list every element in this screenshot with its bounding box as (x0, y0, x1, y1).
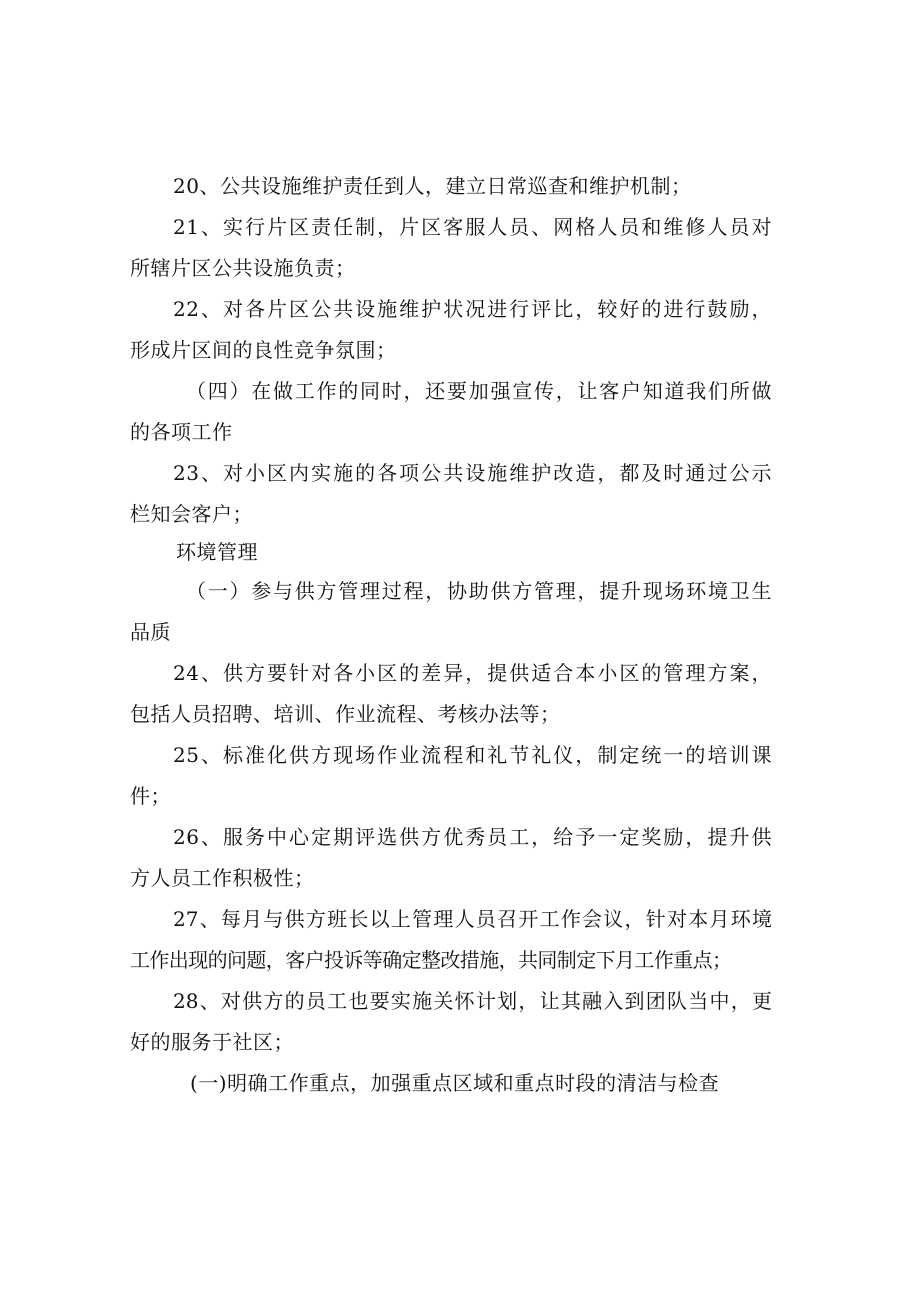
section-four-heading-line-2: 的各项工作 (130, 420, 233, 444)
section-four-heading-line-1: （四）在做工作的同时，还要加强宣传，让客户知道我们所做 (186, 379, 772, 403)
paragraph-26-line-2: 方人员工作积极性； (130, 866, 315, 890)
paragraph-20-line-1: 20、公共设施维护责任到人，建立日常巡查和维护机制； (173, 174, 692, 198)
paragraph-28-line-2: 好的服务于社区； (130, 1030, 294, 1054)
paragraph-21-line-2: 所辖片区公共设施负责； (130, 256, 356, 280)
section-one-heading-line-2: 品质 (130, 620, 171, 644)
paragraph-25-line-1: 25、标准化供方现场作业流程和礼节礼仪，制定统一的培训课 (173, 743, 772, 767)
section-one-heading-line-1: （一）参与供方管理过程，协助供方管理，提升现场环境卫生 (186, 579, 772, 603)
paragraph-24-line-2: 包括人员招聘、培训、作业流程、考核办法等； (130, 702, 561, 726)
paragraph-23-line-1: 23、对小区内实施的各项公共设施维护改造，都及时通过公示 (173, 461, 772, 485)
paragraph-27-line-2: 工作出现的问题，客户投诉等确定整改措施，共同制定下月工作重点； (130, 948, 732, 972)
paragraph-21-line-1: 21、实行片区责任制，片区客服人员、网格人员和维修人员对 (173, 215, 772, 239)
section-one-b-heading: (一)明确工作重点，加强重点区域和重点时段的清洁与检查 (190, 1071, 720, 1095)
paragraph-25-line-2: 件； (130, 784, 171, 808)
paragraph-22-line-2: 形成片区间的良性竞争氛围； (130, 338, 397, 362)
environment-management-heading: 环境管理 (176, 540, 258, 564)
paragraph-26-line-1: 26、服务中心定期评选供方优秀员工，给予一定奖励，提升供 (173, 825, 772, 849)
paragraph-28-line-1: 28、对供方的员工也要实施关怀计划，让其融入到团队当中，更 (173, 989, 772, 1013)
paragraph-23-line-2: 栏知会客户； (130, 502, 253, 526)
paragraph-24-line-1: 24、供方要针对各小区的差异，提供适合本小区的管理方案， (173, 661, 772, 685)
paragraph-22-line-1: 22、对各片区公共设施维护状况进行评比，较好的进行鼓励， (173, 297, 772, 321)
paragraph-27-line-1: 27、每月与供方班长以上管理人员召开工作会议，针对本月环境 (173, 907, 772, 931)
